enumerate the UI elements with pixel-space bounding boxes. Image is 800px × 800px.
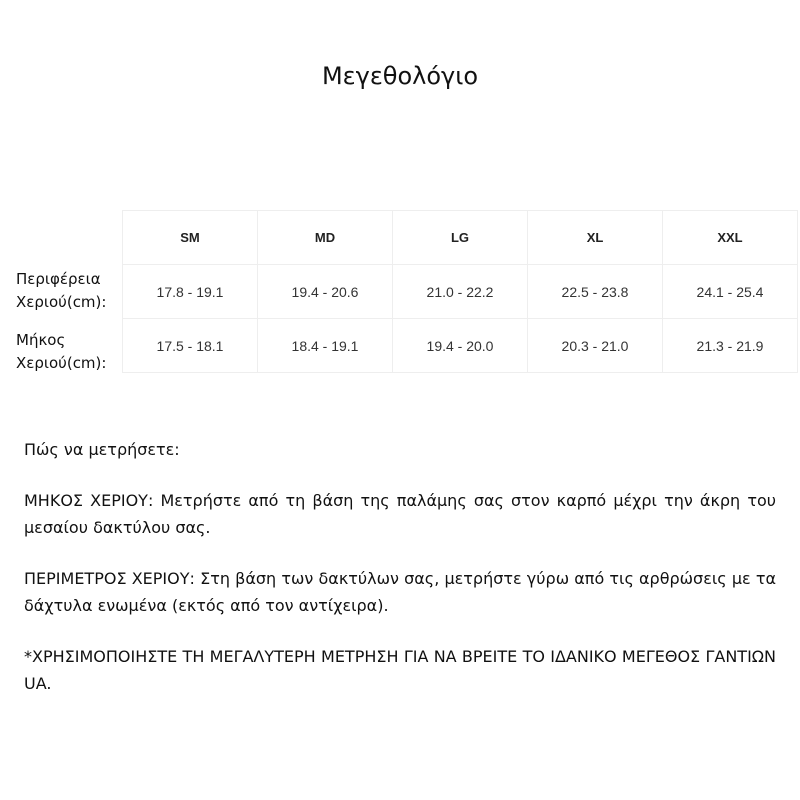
row-label-length — [16, 329, 106, 375]
measurement-instructions — [24, 436, 776, 721]
instructions-note: *ΧΡΗΣΙΜΟΠΟΙΗΣΤΕ ΤΗ ΜΕΓΑΛΥΤΕΡΗ ΜΕΤΡΗΣΗ ΓΙΑ ΝΑ ΒΡΕΙΤΕ ΤΟ ΙΔΑΝΙΚΟ ΜΕΓΕΘΟΣ ΓΑΝΤΙΩΝ UA. — [24, 647, 776, 693]
header-cell-md: MD — [258, 211, 393, 265]
instructions-circumference: ΠΕΡΙΜΕΤΡΟΣ ΧΕΡΙΟΥ: Στη βάση των δακτύλων σας, μετρήστε γύρω από τις αρθρώσεις με τα δάχτυλα ενωμένα (εκτός από τον αντίχειρα). — [24, 569, 776, 615]
table-header-row — [123, 211, 798, 265]
table-cell: 18.4 - 19.1 — [258, 319, 393, 373]
row-label-circumference — [16, 268, 106, 314]
row-label-line: Μήκος — [16, 331, 66, 349]
table-cell: 24.1 - 25.4 — [663, 265, 798, 319]
instructions-heading: Πώς να μετρήσετε: — [24, 440, 180, 459]
table-cell: 21.0 - 22.2 — [393, 265, 528, 319]
table-cell: 17.5 - 18.1 — [123, 319, 258, 373]
instructions-length: ΜΗΚΟΣ ΧΕΡΙΟΥ: Μετρήστε από τη βάση της παλάμης σας στον καρπό μέχρι την άκρη του μεσαίου δακτύλου σας. — [24, 491, 776, 537]
table-cell: 19.4 - 20.6 — [258, 265, 393, 319]
table-cell: 17.8 - 19.1 — [123, 265, 258, 319]
row-label-line: Χεριού(cm): — [16, 354, 107, 372]
header-cell-lg: LG — [393, 211, 528, 265]
header-cell-xxl: XXL — [663, 211, 798, 265]
table-row — [123, 265, 798, 319]
header-cell-xl: XL — [528, 211, 663, 265]
page-title: Μεγεθολόγιο — [321, 62, 479, 90]
size-chart-table — [122, 210, 798, 373]
table-cell: 22.5 - 23.8 — [528, 265, 663, 319]
row-label-line: Περιφέρεια — [16, 270, 101, 288]
table-cell: 21.3 - 21.9 — [663, 319, 798, 373]
header-cell-sm: SM — [123, 211, 258, 265]
row-label-line: Χεριού(cm): — [16, 293, 107, 311]
table-row — [123, 319, 798, 373]
table-cell: 20.3 - 21.0 — [528, 319, 663, 373]
table-cell: 19.4 - 20.0 — [393, 319, 528, 373]
